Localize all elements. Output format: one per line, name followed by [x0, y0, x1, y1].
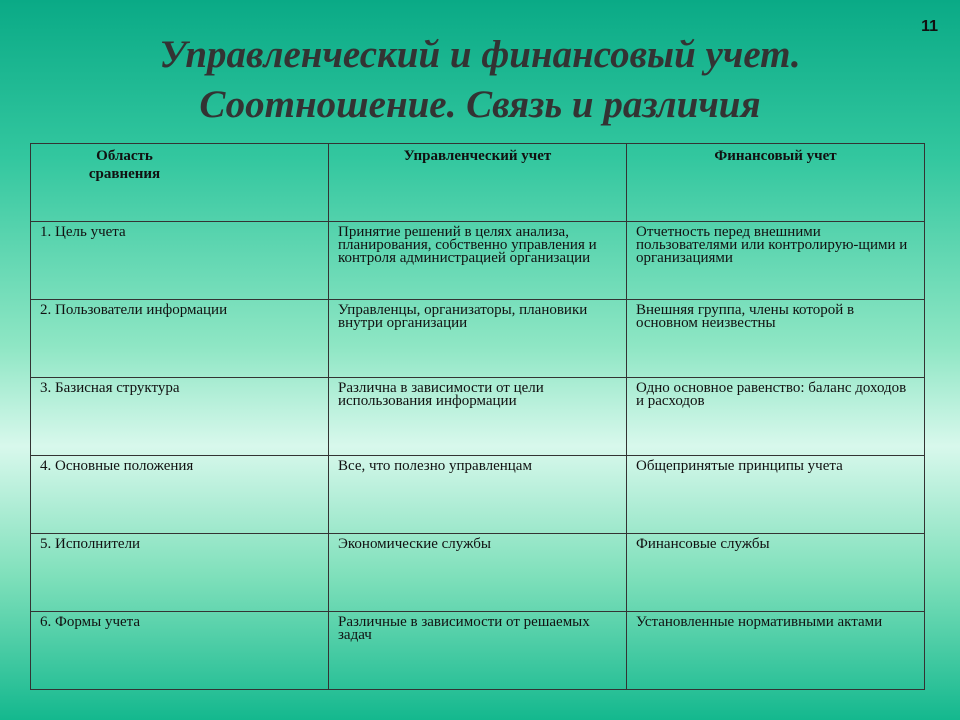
table-row: [31, 534, 925, 612]
cell-area: 4. Основные положения: [31, 456, 329, 534]
table-row: [31, 222, 925, 300]
cell-financial: Одно основное равенство: баланс доходов и расходов: [627, 378, 925, 456]
cell-management: Управленцы, организаторы, плановики внутри организации: [329, 300, 627, 378]
header-area-line-1: Область: [96, 148, 153, 164]
table-row: [31, 612, 925, 690]
cell-management: Различна в зависимости от цели использования информации: [329, 378, 627, 456]
cell-financial: Внешняя группа, члены которой в основном неизвестны: [627, 300, 925, 378]
slide-title-line-2: Соотношение. Связь и различия: [199, 83, 761, 126]
header-financial: Финансовый учет: [627, 144, 925, 222]
cell-management: Экономические службы: [329, 534, 627, 612]
cell-area: 1. Цель учета: [31, 222, 329, 300]
slide-title: [0, 30, 960, 130]
cell-area: 5. Исполнители: [31, 534, 329, 612]
cell-financial: Отчетность перед внешними пользователями или контролирую-щими и организациями: [627, 222, 925, 300]
table-row: [31, 456, 925, 534]
cell-financial: Установленные нормативными актами: [627, 612, 925, 690]
cell-area: 6. Формы учета: [31, 612, 329, 690]
cell-financial: Общепринятые принципы учета: [627, 456, 925, 534]
table-header-row: [31, 144, 925, 222]
comparison-table: [30, 143, 925, 690]
cell-area: 2. Пользователи информации: [31, 300, 329, 378]
header-area-line-2: сравнения: [88, 166, 161, 182]
cell-management: Различные в зависимости от решаемых задач: [329, 612, 627, 690]
header-management: Управленческий учет: [329, 144, 627, 222]
cell-management: Принятие решений в целях анализа, планирования, собственно управления и контроля администрацией организации: [329, 222, 627, 300]
table-row: [31, 378, 925, 456]
slide-title-line-1: Управленческий и финансовый учет.: [159, 33, 801, 76]
header-area: [31, 144, 329, 222]
table-row: [31, 300, 925, 378]
slide-number: 11: [921, 18, 938, 35]
cell-area: 3. Базисная структура: [31, 378, 329, 456]
cell-management: Все, что полезно управленцам: [329, 456, 627, 534]
cell-financial: Финансовые службы: [627, 534, 925, 612]
